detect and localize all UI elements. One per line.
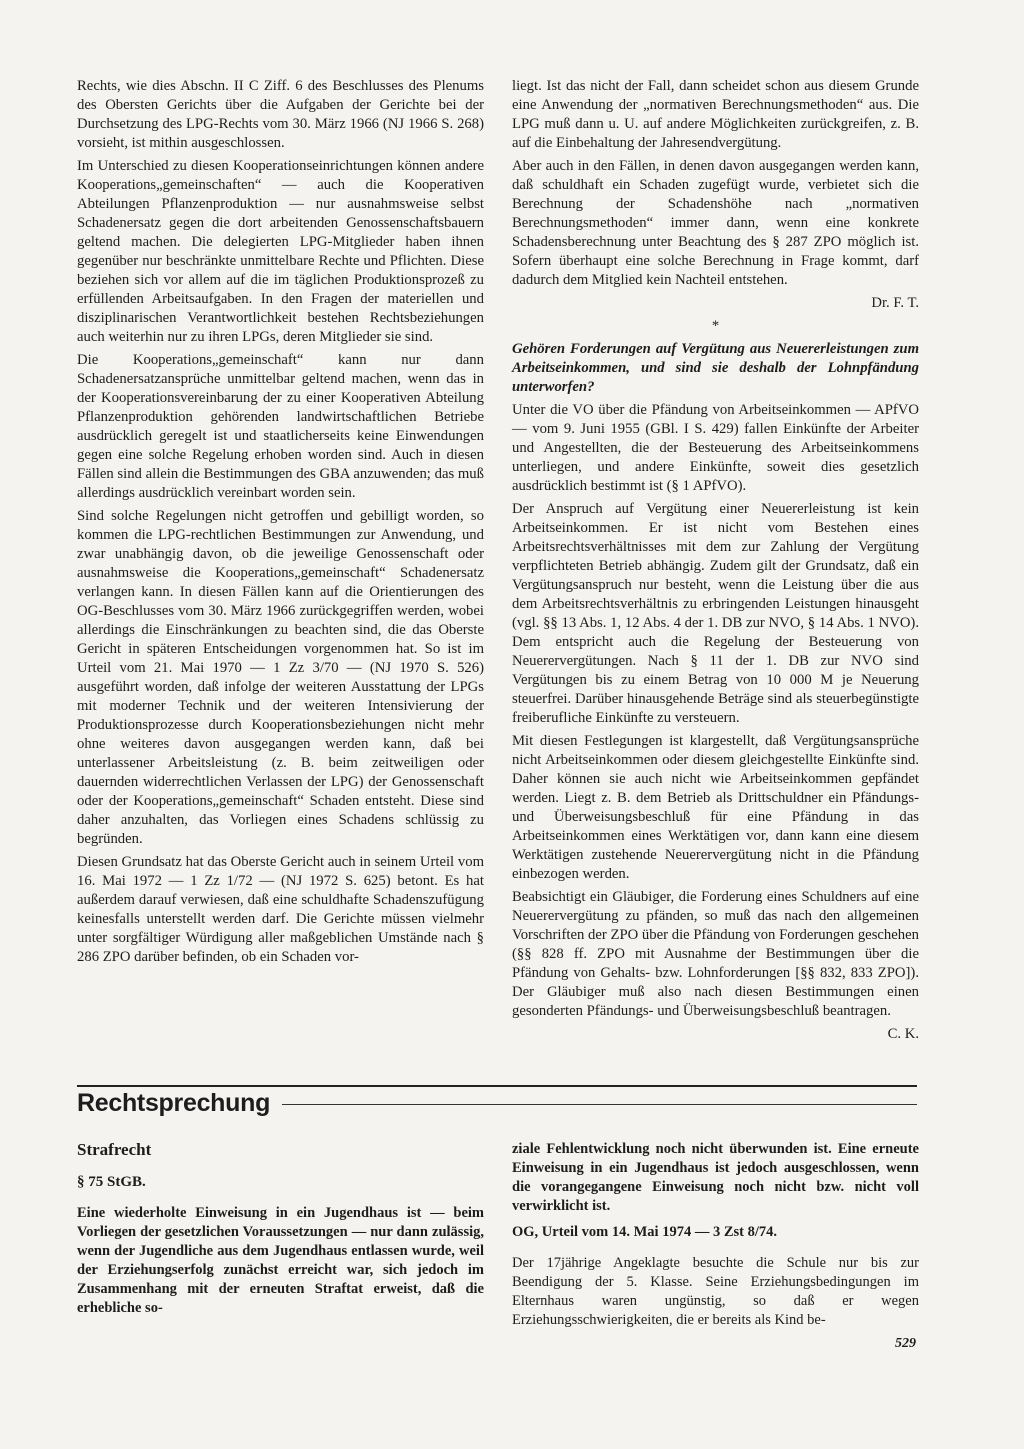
paragraph: Rechts, wie dies Abschn. II C Ziff. 6 des Beschlusses des Plenums des Obersten Gerichts über die Aufgaben der Gerichte bei der Durchsetzung des LPG-Rechts vom 30. März 1966 (NJ 1966 S. 268) vorsieht, ist mithin ausgeschlossen. [77,78,484,151]
subsection-title: Strafrecht [77,1140,152,1159]
right-column [512,77,919,1048]
author-signature: C. K. [887,1026,919,1042]
paragraph: Der Anspruch auf Vergütung einer Neuererleistung ist kein Arbeitseinkommen. Er ist nicht vom Bestehen eines Arbeitsrechtsverhältnisses mit dem zur Zahlung der Vergütung verpflichteten Betrieb abhängig. Zudem gilt der Grundsatz, daß ein Vergütungsanspruch nur besteht, wenn die Leistung über die aus dem Arbeitsrechtsverhältnis zu erbringenden Leistungen hinausgeht (vgl. §§ 13 Abs. 1, 12 Abs. 4 der 1. DB zur NVO, § 14 Abs. 1 NVO). Dem entspricht auch die Regelung der Besteuerung von Neuerervergütungen. Nach § 11 der 1. DB zur NVO sind Vergütungen bis zu einem Betrag von 10 000 M je Neuerung steuerfrei. Darüber hinausgehende Beträge sind als steuerbegünstigte freiberufliche Einkünfte zu versteuern. [512,501,919,726]
headnote: Eine wiederholte Einweisung in ein Jugendhaus ist — beim Vorliegen der gesetzlichen Voraussetzungen — nur dann zulässig, wenn der Jugendliche aus dem Jugendhaus entlassen wurde, weil der Erziehungserfolg zunächst erreicht war, sich jedoch im Zusammenhang mit der erneuten Straftat erweist, daß die erhebliche so- [77,1205,484,1316]
headnote-continued: ziale Fehlentwicklung noch nicht überwunden ist. Eine erneute Einweisung in ein Jugendhaus ist jedoch ausgeschlossen, wenn die vorangegangene Einweisung noch nicht bzw. nicht voll verwirklicht ist. [512,1141,919,1214]
paragraph: Die Kooperations„gemeinschaft“ kann nur dann Schadenersatzansprüche unmittelbar geltend machen, wenn das in der Kooperationsvereinbarung der zu einer Kooperativen Abteilung Pflanzenproduktion gehörenden landwirtschaftlichen Betriebe ausdrücklich geregelt ist und staatlicherseits keine Einwendungen gegen eine solche Regelung erhoben worden sind. Auch in diesen Fällen sind allein die Bestimmungen des GBA anzuwenden; das muß allerdings ausdrücklich vereinbart worden sein. [77,352,484,501]
paragraph: Im Unterschied zu diesen Kooperationseinrichtungen können andere Kooperations„gemeinschaften“ — auch die Kooperativen Abteilungen Pflanzenproduktion — nur ausnahmsweise selbst Schadenersatz gegen die dort arbeitenden Genossenschaftsbauern geltend machen. Die delegierten LPG-Mitglieder haben ihnen gegenüber nur beschränkte unmittelbare Rechte und Pflichten. Diese beziehen sich vor allem auf die im täglichen Produktionsprozeß zu erfüllenden Arbeitsaufgaben. In den Fragen der materiellen und disziplinarischen Verantwortlichkeit bestehen Rechtsbeziehungen auch weiterhin nur zu ihren LPGs, deren Mitglieder sie sind. [77,158,484,345]
bottom-left-column [77,1140,484,1318]
bottom-right-column [512,1140,919,1330]
section-rule [77,1085,917,1087]
author-signature: Dr. F. T. [871,295,919,311]
paragraph: Diesen Grundsatz hat das Oberste Gericht auch in seinem Urteil vom 16. Mai 1972 — 1 Zz 1/72 — (NJ 1972 S. 625) betont. Es hat außerdem darauf verwiesen, daß eine schuldhafte Schadenszufügung keinesfalls unterstellt werden darf. Die Gerichte müssen vielmehr unter sorgfältiger Würdigung aller maßgeblichen Umstände nach § 286 ZPO darüber befinden, ob ein Schaden vor- [77,854,484,965]
paragraph: Der 17jährige Angeklagte besuchte die Schule nur bis zur Beendigung der 5. Klasse. Seine Erziehungsbedingungen im Elternhaus waren ungünstig, so daß er wegen Erziehungsschwierigkeiten, die er bereits als Kind be- [512,1255,919,1328]
question-heading: Gehören Forderungen auf Vergütung aus Neuererleistungen zum Arbeitseinkommen, und sind sie deshalb der Lohnpfändung unterworfen? [512,341,919,395]
paragraph: Mit diesen Festlegungen ist klargestellt, daß Vergütungsansprüche nicht Arbeitseinkommen oder diesem gleichgestellte Einkünfte sind. Daher können sie auch nicht wie Arbeitseinkommen gepfändet werden. Liegt z. B. dem Betrieb als Drittschuldner ein Pfändungs- und Überweisungsbeschluß für eine Pfändung in das Arbeitseinkommen eines Werktätigen vor, dann kann eine diesem Werktätigen zustehende Neuerervergütung nicht in die Pfändung einbezogen werden. [512,733,919,882]
title-underline [282,1104,917,1105]
section-separator: * [711,318,720,334]
paragraph: Sind solche Regelungen nicht getroffen und gebilligt worden, so kommen die LPG-rechtlichen Bestimmungen zur Anwendung, und zwar unabhängig davon, ob die jeweilige Genossenschaft oder ausnahmsweise die Kooperations„gemeinschaft“ Schadenersatz verlangen kann. In diesen Fällen kann auf die Orientierungen des OG-Beschlusses vom 30. März 1966 zurückgegriffen werden, wobei allerdings die Einschränkungen zu beachten sind, die das Oberste Gericht in späteren Entscheidungen vorgenommen hat. So ist im Urteil vom 21. Mai 1970 — 1 Zz 3/70 — (NJ 1970 S. 526) ausgeführt worden, daß infolge der weiteren Ausstattung der LPGs mit moderner Technik und der weiteren Intensivierung der Produktionsprozesse durch Kooperationsbeziehungen nicht mehr ohne weiteres davon ausgegangen werden kann, daß bei unterlassener Arbeitsleistung (z. B. beim zeitweiligen oder dauernden widerrechtlichen Verlassen der LPG) der Genossenschaft oder der Kooperations„gemeinschaft“ Schaden entsteht. Diese sind daher anzuhalten, das Vorliegen eines Schadens schlüssig zu begründen. [77,508,484,847]
paragraph: Unter die VO über die Pfändung von Arbeitseinkommen — APfVO — vom 9. Juni 1955 (GBl. I S. 429) fallen Einkünfte der Arbeiter und Angestellten, die der Besteuerung des Arbeitseinkommens unterliegen, und andere Einkünfte, soweit dies gesetzlich ausdrücklich bestimmt ist (§ 1 APfVO). [512,402,919,494]
section-title: Rechtsprechung [77,1089,271,1117]
paragraph: Aber auch in den Fällen, in denen davon ausgegangen werden kann, daß schuldhaft ein Schaden zugefügt wurde, verbietet sich die Berechnung der Schadenshöhe nach „normativen Berechnungsmethoden“ immer dann, wenn eine konkrete Schadensberechnung unter Beachtung des § 287 ZPO möglich ist. Sofern überhaupt eine solche Berechnung in Frage kommt, darf dadurch dem Mitglied kein Nachteil entstehen. [512,158,919,288]
court-reference: OG, Urteil vom 14. Mai 1974 — 3 Zst 8/74. [512,1224,778,1240]
page-number: 529 [895,1336,916,1351]
paragraph: liegt. Ist das nicht der Fall, dann scheidet schon aus diesem Grunde eine Anwendung der „normativen Berechnungsmethoden“ aus. Die LPG muß dann u. U. auf andere Möglichkeiten zurückgreifen, z. B. auf die Einbehaltung der Jahresendvergütung. [512,78,919,151]
left-column [77,77,484,971]
law-reference: § 75 StGB. [77,1174,146,1190]
paragraph: Beabsichtigt ein Gläubiger, die Forderung eines Schuldners auf eine Neuerervergütung zu pfänden, so muß das nach den allgemeinen Vorschriften der ZPO über die Pfändung von Forderungen geschehen (§§ 828 ff. ZPO mit Ausnahme der Bestimmungen über die Pfändung von Gehalts- bzw. Lohnforderungen [§§ 832, 833 ZPO]). Der Gläubiger muß also nach diesen Bestimmungen einen gesonderten Pfändungs- und Überweisungsbeschluß beantragen. [512,889,919,1019]
